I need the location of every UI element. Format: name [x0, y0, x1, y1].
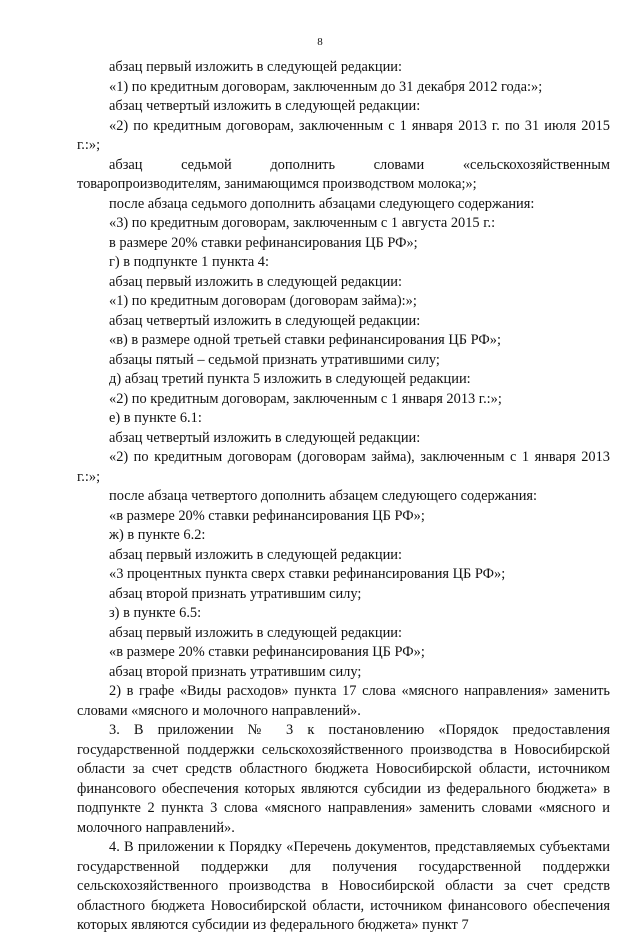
paragraph: г) в подпункте 1 пункта 4:: [109, 254, 269, 270]
paragraph: абзац второй признать утратившим силу;: [109, 585, 362, 602]
paragraph: «3) по кредитным договорам, заключенным с 1 августа 2015 г.:: [109, 215, 496, 231]
paragraph: е) в пункте 6.1:: [109, 410, 202, 426]
paragraph: «2) по кредитным договорам (договорам займа), заключенным с 1 января 2013 г.:»;: [77, 449, 610, 485]
paragraph: после абзаца четвертого дополнить абзацем следующего содержания:: [109, 488, 538, 504]
paragraph: абзац первый изложить в следующей редакции:: [109, 546, 403, 563]
paragraph: абзац первый изложить в следующей редакции:: [109, 624, 403, 641]
paragraph: в размере 20% ставки рефинансирования ЦБ РФ»;: [109, 234, 418, 251]
paragraph: д) абзац третий пункта 5 изложить в следующей редакции:: [109, 371, 471, 387]
paragraph: абзац первый изложить в следующей редакции:: [109, 59, 403, 75]
paragraph: «1) по кредитным договорам (договорам займа):»;: [109, 293, 417, 309]
paragraph: абзац седьмой дополнить словами «сельскохозяйственным товаропроизводителям, занимающимся производством молока;»;: [77, 156, 610, 192]
paragraph: абзац четвертый изложить в следующей редакции:: [109, 98, 421, 114]
paragraph: абзац второй признать утратившим силу;: [109, 663, 362, 680]
paragraph: абзац первый изложить в следующей редакции:: [109, 273, 403, 290]
paragraph: з) в пункте 6.5:: [109, 605, 202, 621]
paragraph: 3. В приложении № 3 к постановлению «Порядок предоставления государственной поддержки сельскохозяйственного производства в Новосибирской области за счет средств областного бюджета Новосибирской области, источником финансового обеспечения которых являются субсидии из федерального бюджета» в подпункте 2 пункта 3 слова «мясного направления» заменить словами «мясного и молочного направлений».: [77, 722, 610, 836]
paragraph: после абзаца седьмого дополнить абзацами следующего содержания:: [109, 195, 535, 212]
paragraph: абзацы пятый – седьмой признать утратившими силу;: [109, 351, 440, 368]
paragraph: 2) в графе «Виды расходов» пункта 17 слова «мясного направления» заменить словами «мясного и молочного направлений».: [77, 683, 610, 719]
paragraph: «в) в размере одной третьей ставки рефинансирования ЦБ РФ»;: [109, 332, 501, 348]
paragraph: 4. В приложении к Порядку «Перечень документов, представляемых субъектами государственной поддержки для получения государственной поддержки сельскохозяйственного производства в Новосибирской области за счет средств областного бюджета Новосибирской области, источником финансового обеспечения которых являются субсидии из федерального бюджета» пункт 7: [77, 839, 610, 933]
page-number: 8: [317, 36, 323, 48]
paragraph: «2) по кредитным договорам, заключенным с 1 января 2013 г.:»;: [109, 390, 502, 407]
paragraph: «1) по кредитным договорам, заключенным до 31 декабря 2012 года:»;: [109, 78, 543, 95]
paragraph: абзац четвертый изложить в следующей редакции:: [109, 312, 421, 329]
paragraph: «3 процентных пункта сверх ставки рефинансирования ЦБ РФ»;: [109, 566, 506, 582]
document-body: [77, 58, 610, 936]
paragraph: «2) по кредитным договорам, заключенным с 1 января 2013 г. по 31 июля 2015 г.:»;: [77, 117, 610, 153]
paragraph: абзац четвертый изложить в следующей редакции:: [109, 429, 421, 446]
paragraph: ж) в пункте 6.2:: [109, 527, 206, 543]
paragraph: «в размере 20% ставки рефинансирования ЦБ РФ»;: [109, 507, 425, 524]
paragraph: «в размере 20% ставки рефинансирования ЦБ РФ»;: [109, 644, 425, 660]
